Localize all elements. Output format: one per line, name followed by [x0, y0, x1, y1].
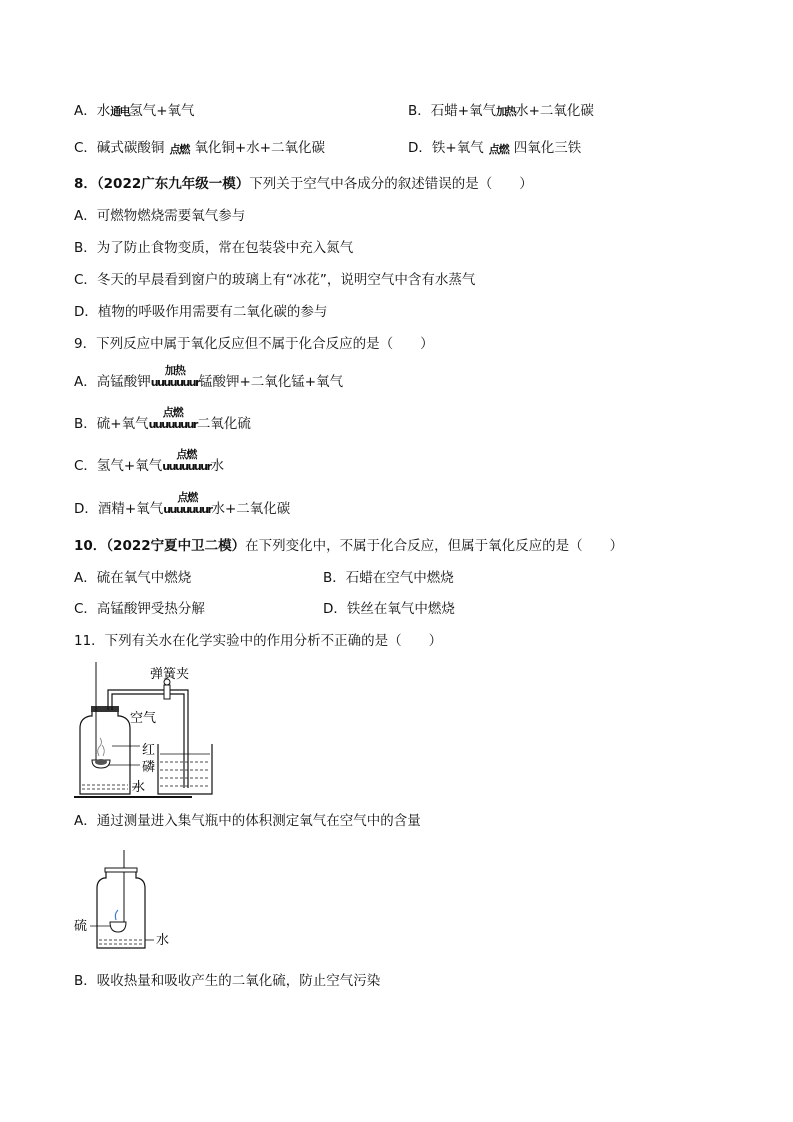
q11-option-a: A．通过测量进入集气瓶中的体积测定氧气在空气中的含量: [74, 813, 421, 829]
q8-option-d: D．植物的呼吸作用需要有二氧化碳的参与: [74, 304, 328, 320]
q8-stem: 8．（2022广东九年级一模）下列关于空气中各成分的叙述错误的是（ ）: [74, 176, 533, 192]
water-label: 水: [132, 780, 146, 795]
q8-option-a: A．可燃物燃烧需要氧气参与: [74, 208, 246, 224]
red-phosphorus-apparatus-figure: [72, 658, 222, 800]
q10-option-c: C．高锰酸钾受热分解: [74, 601, 205, 617]
q9-option-c: C．氢气+氧气 点燃 uuuuuuur水: [74, 448, 224, 474]
reaction-condition: 通电: [110, 105, 130, 118]
beaker: [158, 744, 212, 794]
water-label: 水: [156, 933, 170, 948]
q10-stem: 10．（2022宁夏中卫二模）在下列变化中，不属于化合反应，但属于氧化反应的是（ ）: [74, 538, 624, 554]
q9-option-d: D．酒精+氧气 点燃 uuuuuuur水+二氧化碳: [74, 491, 291, 517]
q11-option-b: B．吸收热量和吸收产生的二氧化硫，防止空气污染: [74, 973, 381, 989]
sulfur-burning-figure: [72, 848, 182, 956]
red-label: 红: [142, 743, 156, 758]
gas-jar: [97, 870, 145, 948]
reaction-condition: 点燃 uuuuuuur: [148, 406, 197, 431]
q10-option-d: D．铁丝在氧气中燃烧: [323, 601, 455, 617]
sulfur-label: 硫: [74, 919, 88, 934]
q9-option-b: B．硫+氧气 点燃 uuuuuuur二氧化硫: [74, 406, 251, 432]
q7-option-b: B．石蜡+氧气加热水+二氧化碳: [408, 103, 594, 119]
air-label: 空气: [130, 711, 157, 726]
combustion-spoon: [110, 922, 126, 932]
phosphorus-label: 磷: [142, 760, 156, 775]
clamp-label: 弹簧夹: [150, 667, 190, 682]
q10-option-a: A．硫在氧气中燃烧: [74, 570, 192, 586]
q10-option-b: B．石蜡在空气中燃烧: [323, 570, 454, 586]
q8-option-b: B．为了防止食物变质，常在包装袋中充入氮气: [74, 240, 354, 256]
q11-stem: 11．下列有关水在化学实验中的作用分析不正确的是（ ）: [74, 633, 443, 649]
q9-stem: 9．下列反应中属于氧化反应但不属于化合反应的是（ ）: [74, 336, 434, 352]
stopper: [91, 706, 119, 712]
reaction-condition: 加热 uuuuuuur: [150, 364, 199, 389]
q7-option-c: C．碱式碳酸铜 点燃 氧化铜+水+二氧化碳: [74, 140, 326, 156]
q8-option-c: C．冬天的早晨看到窗户的玻璃上有“冰花”，说明空气中含有水蒸气: [74, 272, 476, 288]
gas-jar: [80, 710, 130, 794]
reaction-condition: 点燃 uuuuuuur: [162, 448, 211, 473]
spring-clamp: [164, 685, 170, 699]
q7-option-a: A．水通电氢气+氧气: [74, 103, 195, 119]
reaction-condition: 加热: [496, 105, 516, 118]
reaction-condition: 点燃 uuuuuuur: [163, 491, 212, 516]
q9-option-a: A．高锰酸钾 加热 uuuuuuur锰酸钾+二氧化锰+氧气: [74, 364, 344, 390]
q7-option-d: D．铁+氧气 点燃 四氧化三铁: [408, 140, 582, 156]
